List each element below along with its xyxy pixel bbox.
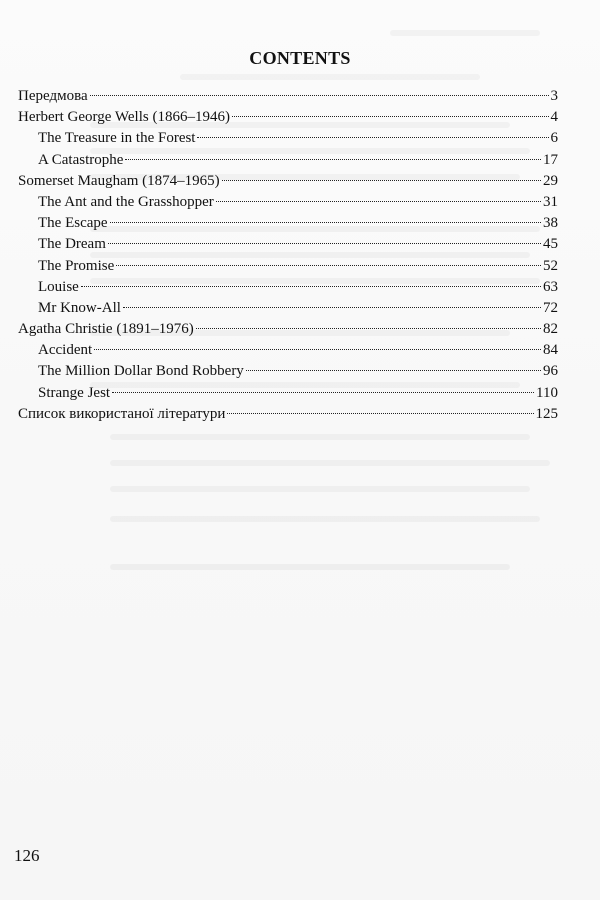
dot-leader (108, 243, 541, 244)
toc-entry (18, 128, 558, 149)
dot-leader (90, 95, 549, 96)
toc-entry-title: Mr Know-All (38, 299, 121, 316)
toc-entry-title: The Million Dollar Bond Robbery (38, 363, 244, 380)
dot-leader (232, 116, 549, 117)
toc-entry-page: 6 (550, 130, 558, 147)
toc-entry-title: The Ant and the Grasshopper (38, 193, 214, 210)
toc-entry-title: A Catastrophe (38, 151, 124, 168)
toc-entry-page: 72 (543, 299, 558, 316)
toc-entry-page: 52 (543, 257, 558, 274)
toc-entry (18, 383, 558, 404)
toc-entry (18, 256, 558, 277)
toc-entry-title: The Treasure in the Forest (38, 130, 196, 147)
toc-entry-title: Louise (38, 278, 79, 295)
toc-entry-page: 84 (543, 342, 558, 359)
toc-entry (18, 192, 558, 213)
toc-entry-page: 31 (543, 193, 558, 210)
toc-entry-title: Strange Jest (38, 384, 111, 401)
toc-entry (18, 361, 558, 382)
toc-entry-title: Somerset Maugham (1874–1965) (18, 172, 220, 189)
page-number: 126 (14, 846, 40, 865)
dot-leader (112, 392, 534, 393)
dot-leader (94, 349, 541, 350)
dot-leader (110, 222, 541, 223)
dot-leader (246, 370, 541, 371)
dot-leader (216, 201, 541, 202)
toc-entry (18, 86, 558, 107)
dot-leader (227, 413, 533, 414)
toc-entry-page: 38 (543, 215, 558, 232)
dot-leader (81, 286, 541, 287)
toc-entry (18, 150, 558, 171)
toc-entry-title: The Dream (38, 236, 106, 253)
toc-entry-page: 110 (536, 384, 558, 401)
toc-entry-title: Список використаної літератури (18, 405, 226, 422)
dot-leader (196, 328, 541, 329)
toc-entry-page: 63 (543, 278, 558, 295)
dot-leader (125, 159, 541, 160)
toc-entry-page: 96 (543, 363, 558, 380)
toc-entry (18, 171, 558, 192)
toc-entry (18, 277, 558, 298)
table-of-contents (18, 86, 558, 425)
toc-entry (18, 213, 558, 234)
toc-entry (18, 107, 558, 128)
toc-entry (18, 404, 558, 425)
toc-entry (18, 340, 558, 361)
toc-entry-title: The Promise (38, 257, 115, 274)
dot-leader (197, 137, 548, 138)
toc-entry (18, 234, 558, 255)
toc-entry-title: Передмова (18, 88, 88, 104)
toc-entry-page: 17 (543, 151, 558, 168)
toc-entry-page: 3 (550, 88, 558, 104)
dot-leader (123, 307, 541, 308)
toc-entry-page: 45 (543, 236, 558, 253)
toc-entry-title: Accident (38, 342, 93, 359)
toc-entry-title: The Escape (38, 215, 108, 232)
contents-heading: CONTENTS (249, 48, 351, 68)
toc-entry-page: 29 (543, 172, 558, 189)
toc-entry-title: Agatha Christie (1891–1976) (18, 321, 194, 338)
dot-leader (116, 265, 541, 266)
dot-leader (222, 180, 541, 181)
toc-entry (18, 298, 558, 319)
toc-entry-page: 82 (543, 321, 558, 338)
toc-entry-title: Herbert George Wells (1866–1946) (18, 109, 230, 126)
toc-entry (18, 319, 558, 340)
toc-entry-page: 4 (550, 109, 558, 126)
toc-entry-page: 125 (535, 405, 558, 422)
